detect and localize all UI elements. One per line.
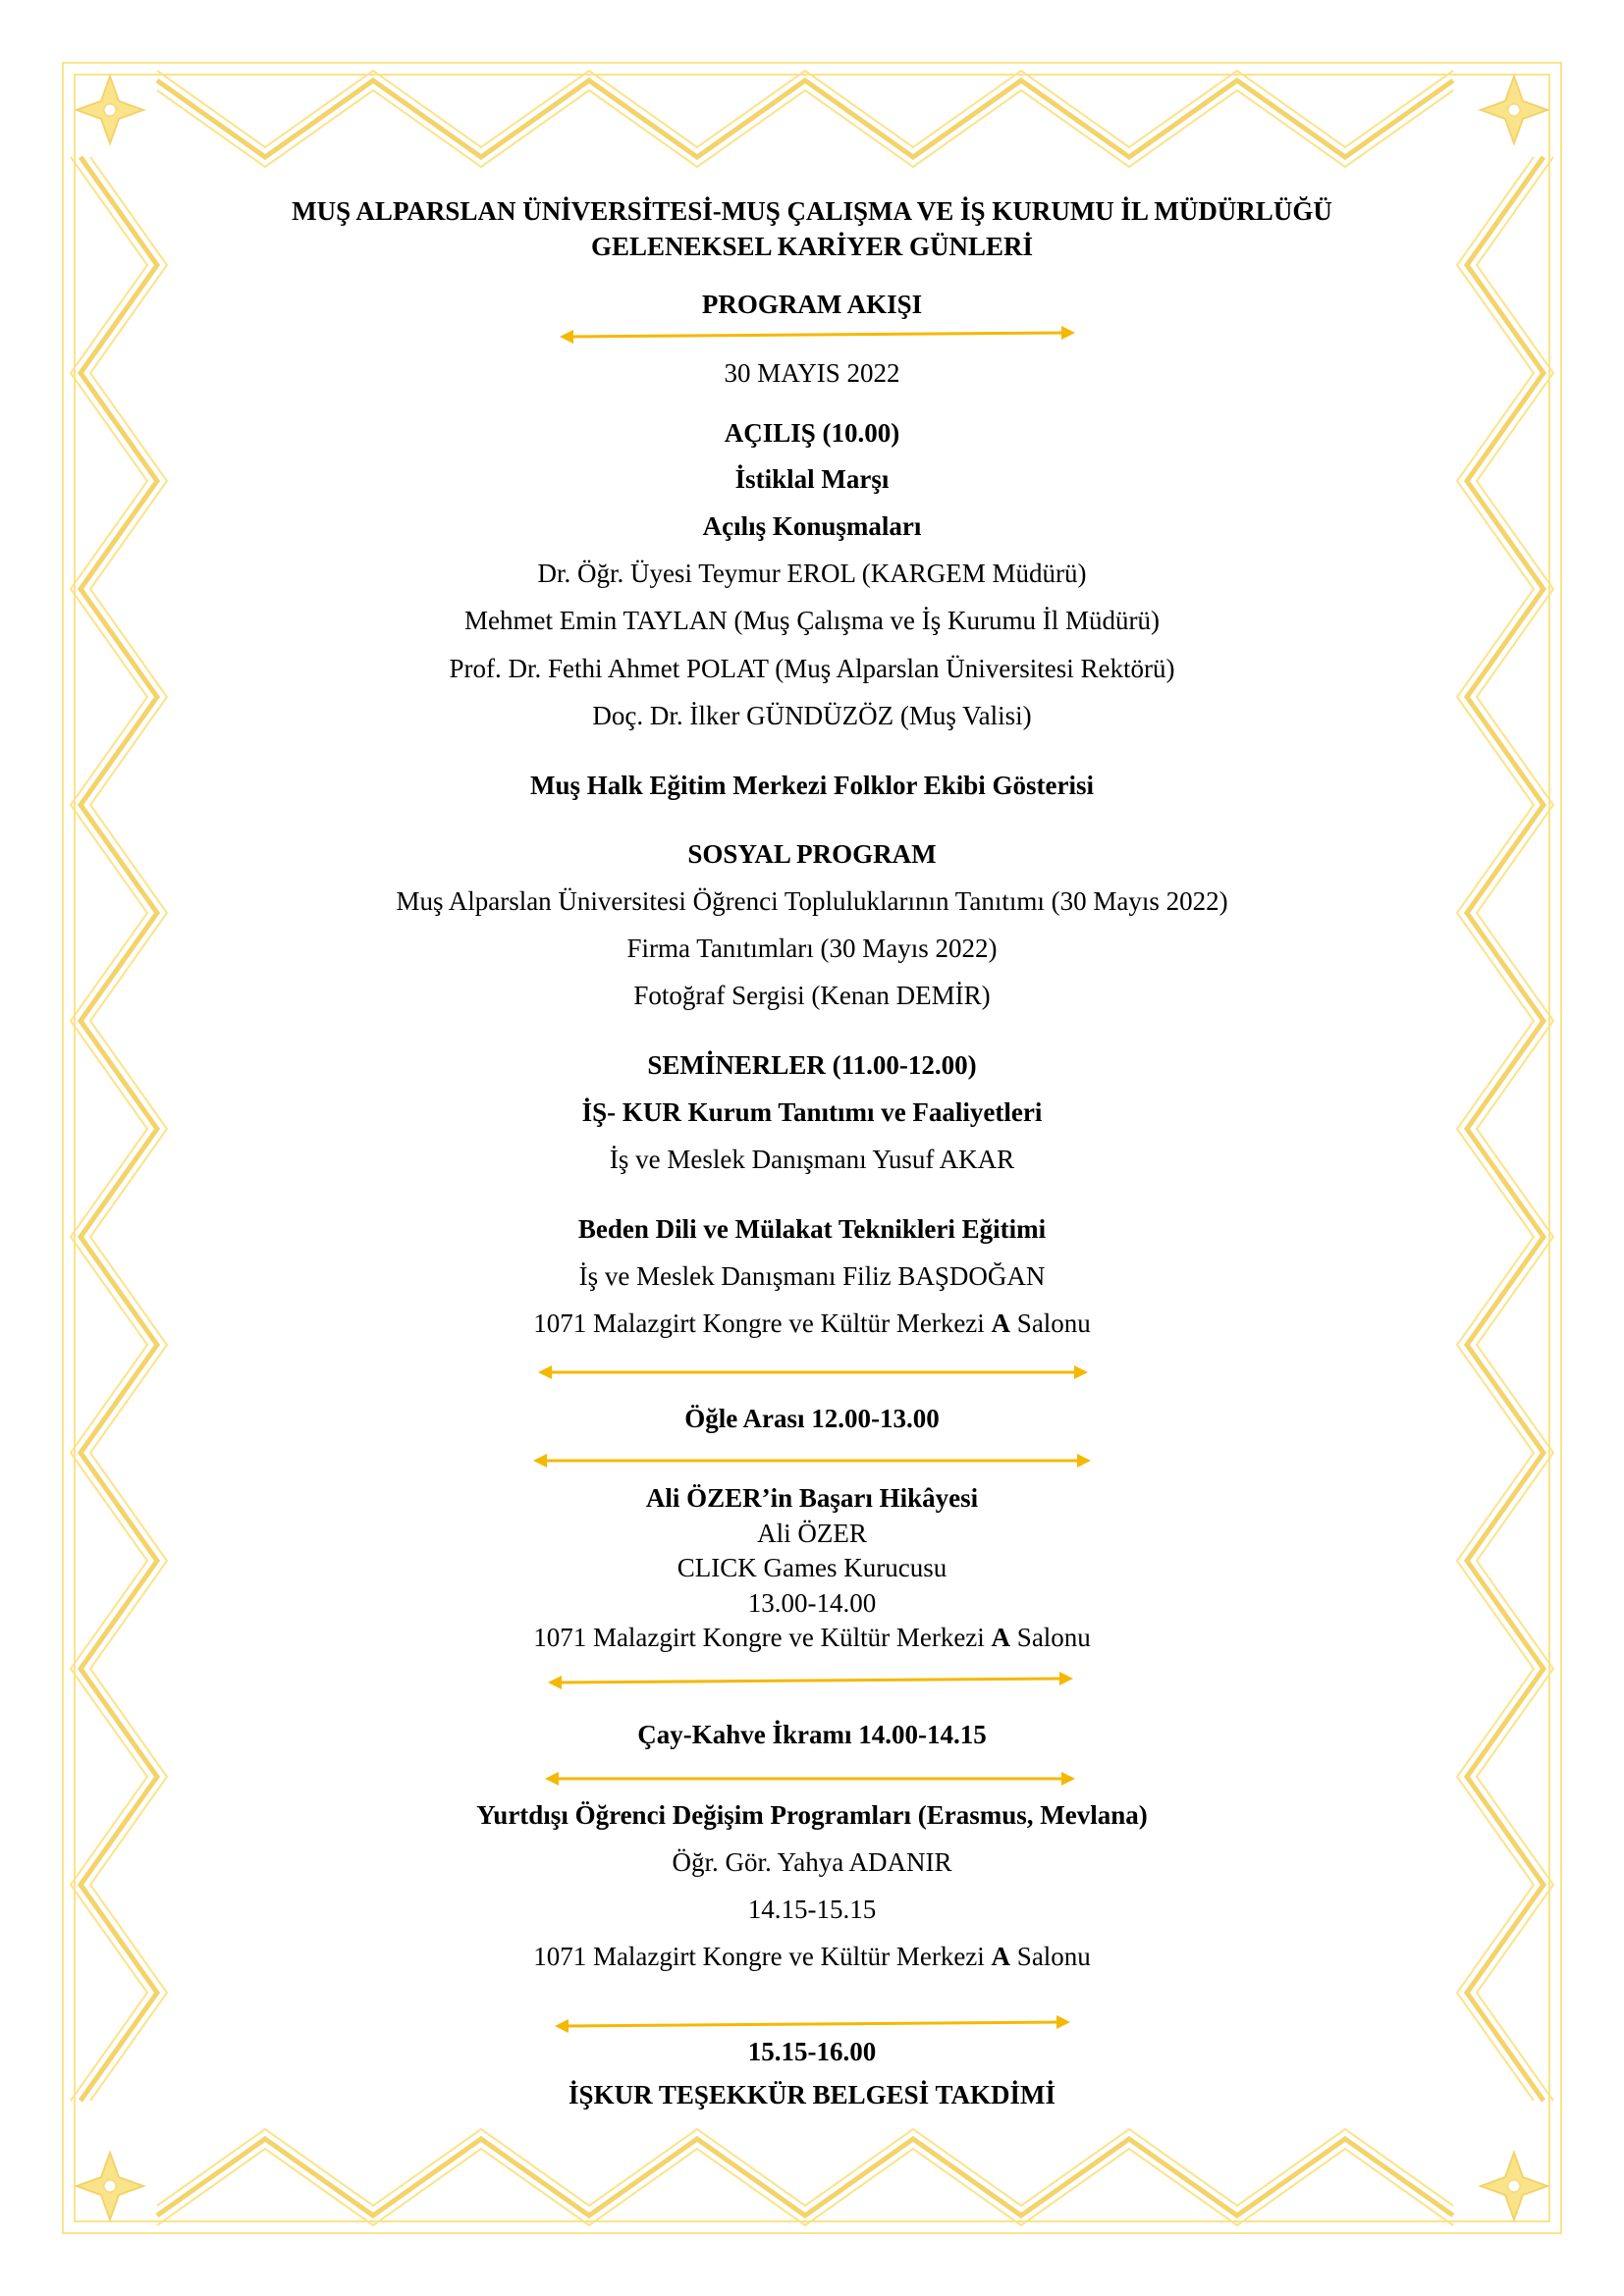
closing-time: 15.15-16.00 [747,2037,877,2066]
opening-title: AÇILIŞ (10.00) [724,418,900,448]
seminar-1-speaker: İş ve Meslek Danışmanı Yusuf AKAR [609,1145,1015,1174]
social-item-1: Muş Alparslan Üniversitesi Öğrenci Topluluklarının Tanıtımı (30 Mayıs 2022) [396,886,1228,916]
exchange-title: Yurtdışı Öğrenci Değişim Programları (Erasmus, Mevlana) [476,1800,1148,1830]
double-arrow-divider [548,1674,1073,1687]
story-title: Ali ÖZER’in Başarı Hikâyesi [645,1483,979,1513]
social-item-3: Fotoğraf Sergisi (Kenan DEMİR) [633,981,991,1010]
double-arrow-divider [538,1365,1088,1379]
story-speaker: Ali ÖZER [757,1519,867,1548]
venue-1: 1071 Malazgirt Kongre ve Kültür Merkezi A Salonu [533,1308,1091,1338]
exchange-time: 14.15-15.15 [747,1895,877,1924]
social-title: SOSYAL PROGRAM [687,839,937,869]
social-item-2: Firma Tanıtımları (30 Mayıs 2022) [626,934,998,963]
speaker-3: Prof. Dr. Fethi Ahmet POLAT (Muş Alparslan Üniversitesi Rektörü) [449,654,1175,683]
speaker-4: Doç. Dr. İlker GÜNDÜZÖZ (Muş Valisi) [592,701,1032,730]
venue-2: 1071 Malazgirt Kongre ve Kültür Merkezi A Salonu [533,1623,1091,1652]
header-line-2: GELENEKSEL KARİYER GÜNLERİ [590,232,1034,261]
lunch-break: Öğle Arası 12.00-13.00 [684,1404,940,1433]
anthem: İstiklal Marşı [734,464,890,494]
seminars-title: SEMİNERLER (11.00-12.00) [647,1050,977,1080]
double-arrow-divider [555,2017,1070,2031]
speaker-1: Dr. Öğr. Üyesi Teymur EROL (KARGEM Müdürü) [537,559,1087,588]
story-role: CLICK Games Kurucusu [677,1553,947,1582]
seminar-2-title: Beden Dili ve Mülakat Teknikleri Eğitimi [577,1214,1047,1244]
closing-title: İŞKUR TEŞEKKÜR BELGESİ TAKDİMİ [568,2080,1056,2109]
speaker-2: Mehmet Emin TAYLAN (Muş Çalışma ve İş Kurumu İl Müdürü) [463,606,1161,635]
speeches-title: Açılış Konuşmaları [702,511,922,541]
venue-3: 1071 Malazgirt Kongre ve Kültür Merkezi A Salonu [533,1942,1091,1971]
header-line-1: MUŞ ALPARSLAN ÜNİVERSİTESİ-MUŞ ÇALIŞMA VE İŞ KURUMU İL MÜDÜRLÜĞÜ [292,196,1332,226]
tea-break: Çay-Kahve İkramı 14.00-14.15 [637,1720,987,1749]
program-date: 30 MAYIS 2022 [724,358,900,388]
program-title: PROGRAM AKIŞI [701,290,923,319]
seminar-2-speaker: İş ve Meslek Danışmanı Filiz BAŞDOĞAN [578,1261,1046,1291]
exchange-speaker: Öğr. Gör. Yahya ADANIR [672,1847,952,1877]
double-arrow-divider [533,1454,1091,1468]
double-arrow-divider [545,1772,1075,1786]
double-arrow-divider [560,328,1075,342]
story-time: 13.00-14.00 [747,1588,877,1618]
folklore-show: Muş Halk Eğitim Merkezi Folklor Ekibi Gösterisi [530,771,1094,800]
seminar-1-title: İŞ- KUR Kurum Tanıtımı ve Faaliyetleri [581,1097,1043,1127]
